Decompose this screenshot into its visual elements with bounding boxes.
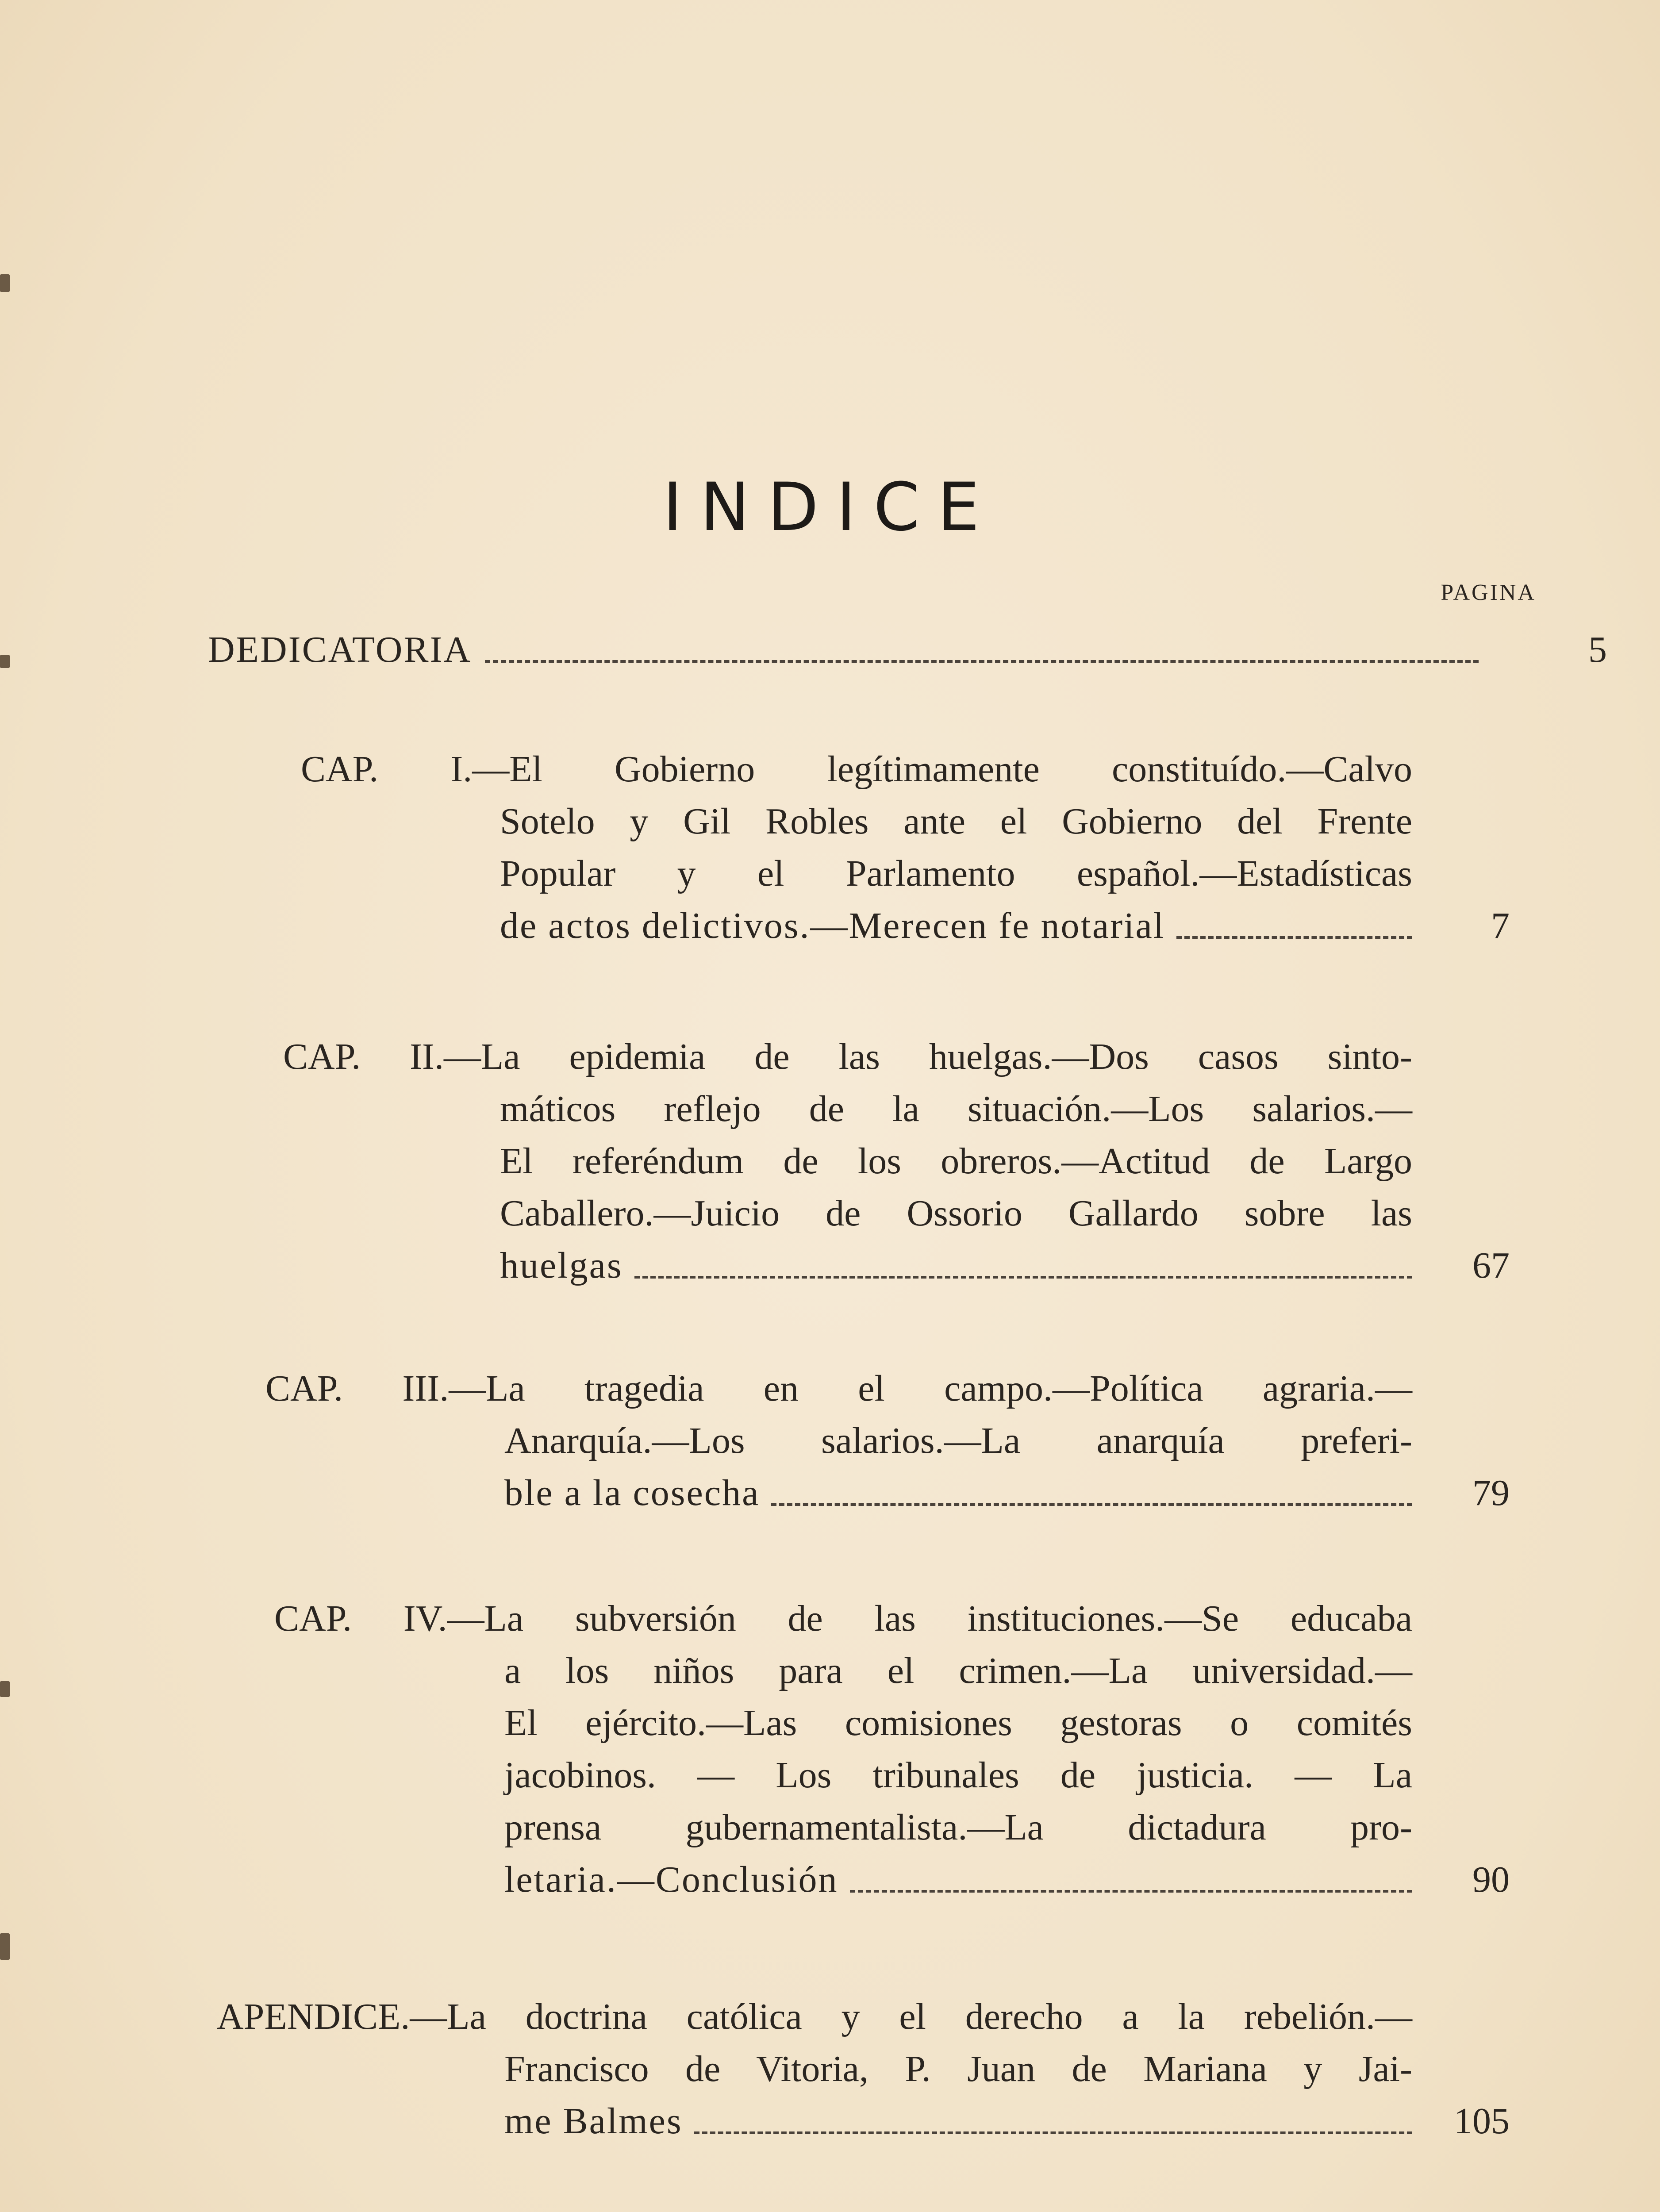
toc-entry-line: El ejército.—Las comisiones gestoras o comités xyxy=(504,1702,1412,1743)
toc-page-number: 7 xyxy=(1491,905,1510,946)
toc-entry-line: Popular y el Parlamento español.—Estadísticas xyxy=(500,853,1412,894)
dot-leader xyxy=(850,1890,1412,1893)
toc-entry-line: CAP. I.—El Gobierno legítimamente constituído.—Calvo xyxy=(301,749,1412,790)
toc-entry-line: letaria.—Conclusión xyxy=(504,1859,838,1900)
page-column-header: PAGINA xyxy=(1441,580,1536,605)
dot-leader xyxy=(694,2131,1412,2134)
toc-entry-line: huelgas xyxy=(500,1245,623,1286)
binding-mark xyxy=(0,274,10,292)
dot-leader xyxy=(1176,936,1412,939)
toc-entry-line: de actos delictivos.—Merecen fe notarial xyxy=(500,905,1165,946)
toc-entry-line: Sotelo y Gil Robles ante el Gobierno del Frente xyxy=(500,801,1412,842)
binding-mark xyxy=(0,655,10,668)
toc-entry-line: ble a la cosecha xyxy=(504,1472,760,1513)
toc-entry-apendice xyxy=(217,1991,1510,2147)
toc-entry-line: a los niños para el crimen.—La universidad.— xyxy=(504,1650,1412,1691)
toc-entry-line: máticos reflejo de la situación.—Los salarios.— xyxy=(500,1088,1412,1129)
toc-page-number: 105 xyxy=(1454,2101,1510,2142)
toc-page-number: 5 xyxy=(1588,629,1607,670)
dot-leader xyxy=(485,660,1479,663)
toc-entry-label: DEDICATORIA xyxy=(208,629,472,670)
toc-page-number: 67 xyxy=(1472,1245,1510,1286)
toc-entry-cap-4 xyxy=(274,1593,1510,1906)
toc-entry-line: jacobinos. — Los tribunales de justicia. — La xyxy=(504,1755,1412,1796)
toc-entry-cap-1 xyxy=(301,743,1510,952)
toc-entry-line: Anarquía.—Los salarios.—La anarquía preferi- xyxy=(504,1420,1412,1461)
toc-entry-cap-3 xyxy=(265,1363,1510,1519)
toc-entry-line: CAP. II.—La epidemia de las huelgas.—Dos casos sinto- xyxy=(283,1036,1412,1077)
toc-entry-line: Caballero.—Juicio de Ossorio Gallardo sobre las xyxy=(500,1193,1412,1234)
toc-entry-line: me Balmes xyxy=(504,2101,683,2142)
toc-entry-line: prensa gubernamentalista.—La dictadura pro- xyxy=(504,1807,1412,1848)
toc-entry-line: El referéndum de los obreros.—Actitud de Largo xyxy=(500,1141,1412,1182)
toc-entry-dedicatoria xyxy=(208,624,1607,676)
toc-page-number: 79 xyxy=(1472,1472,1510,1513)
dot-leader xyxy=(771,1503,1412,1506)
toc-entry-line: APENDICE.—La doctrina católica y el derecho a la rebelión.— xyxy=(217,1996,1412,2037)
binding-mark xyxy=(0,1933,10,1960)
dot-leader xyxy=(634,1276,1412,1279)
toc-entry-line: CAP. III.—La tragedia en el campo.—Política agraria.— xyxy=(265,1368,1412,1409)
binding-mark xyxy=(0,1681,10,1697)
page-title: INDICE xyxy=(663,469,997,546)
toc-entry-line: Francisco de Vitoria, P. Juan de Mariana y Jai- xyxy=(504,2048,1412,2089)
toc-page-number: 90 xyxy=(1472,1859,1510,1900)
toc-entry-line: CAP. IV.—La subversión de las instituciones.—Se educaba xyxy=(274,1598,1412,1639)
toc-entry-cap-2 xyxy=(283,1031,1510,1292)
